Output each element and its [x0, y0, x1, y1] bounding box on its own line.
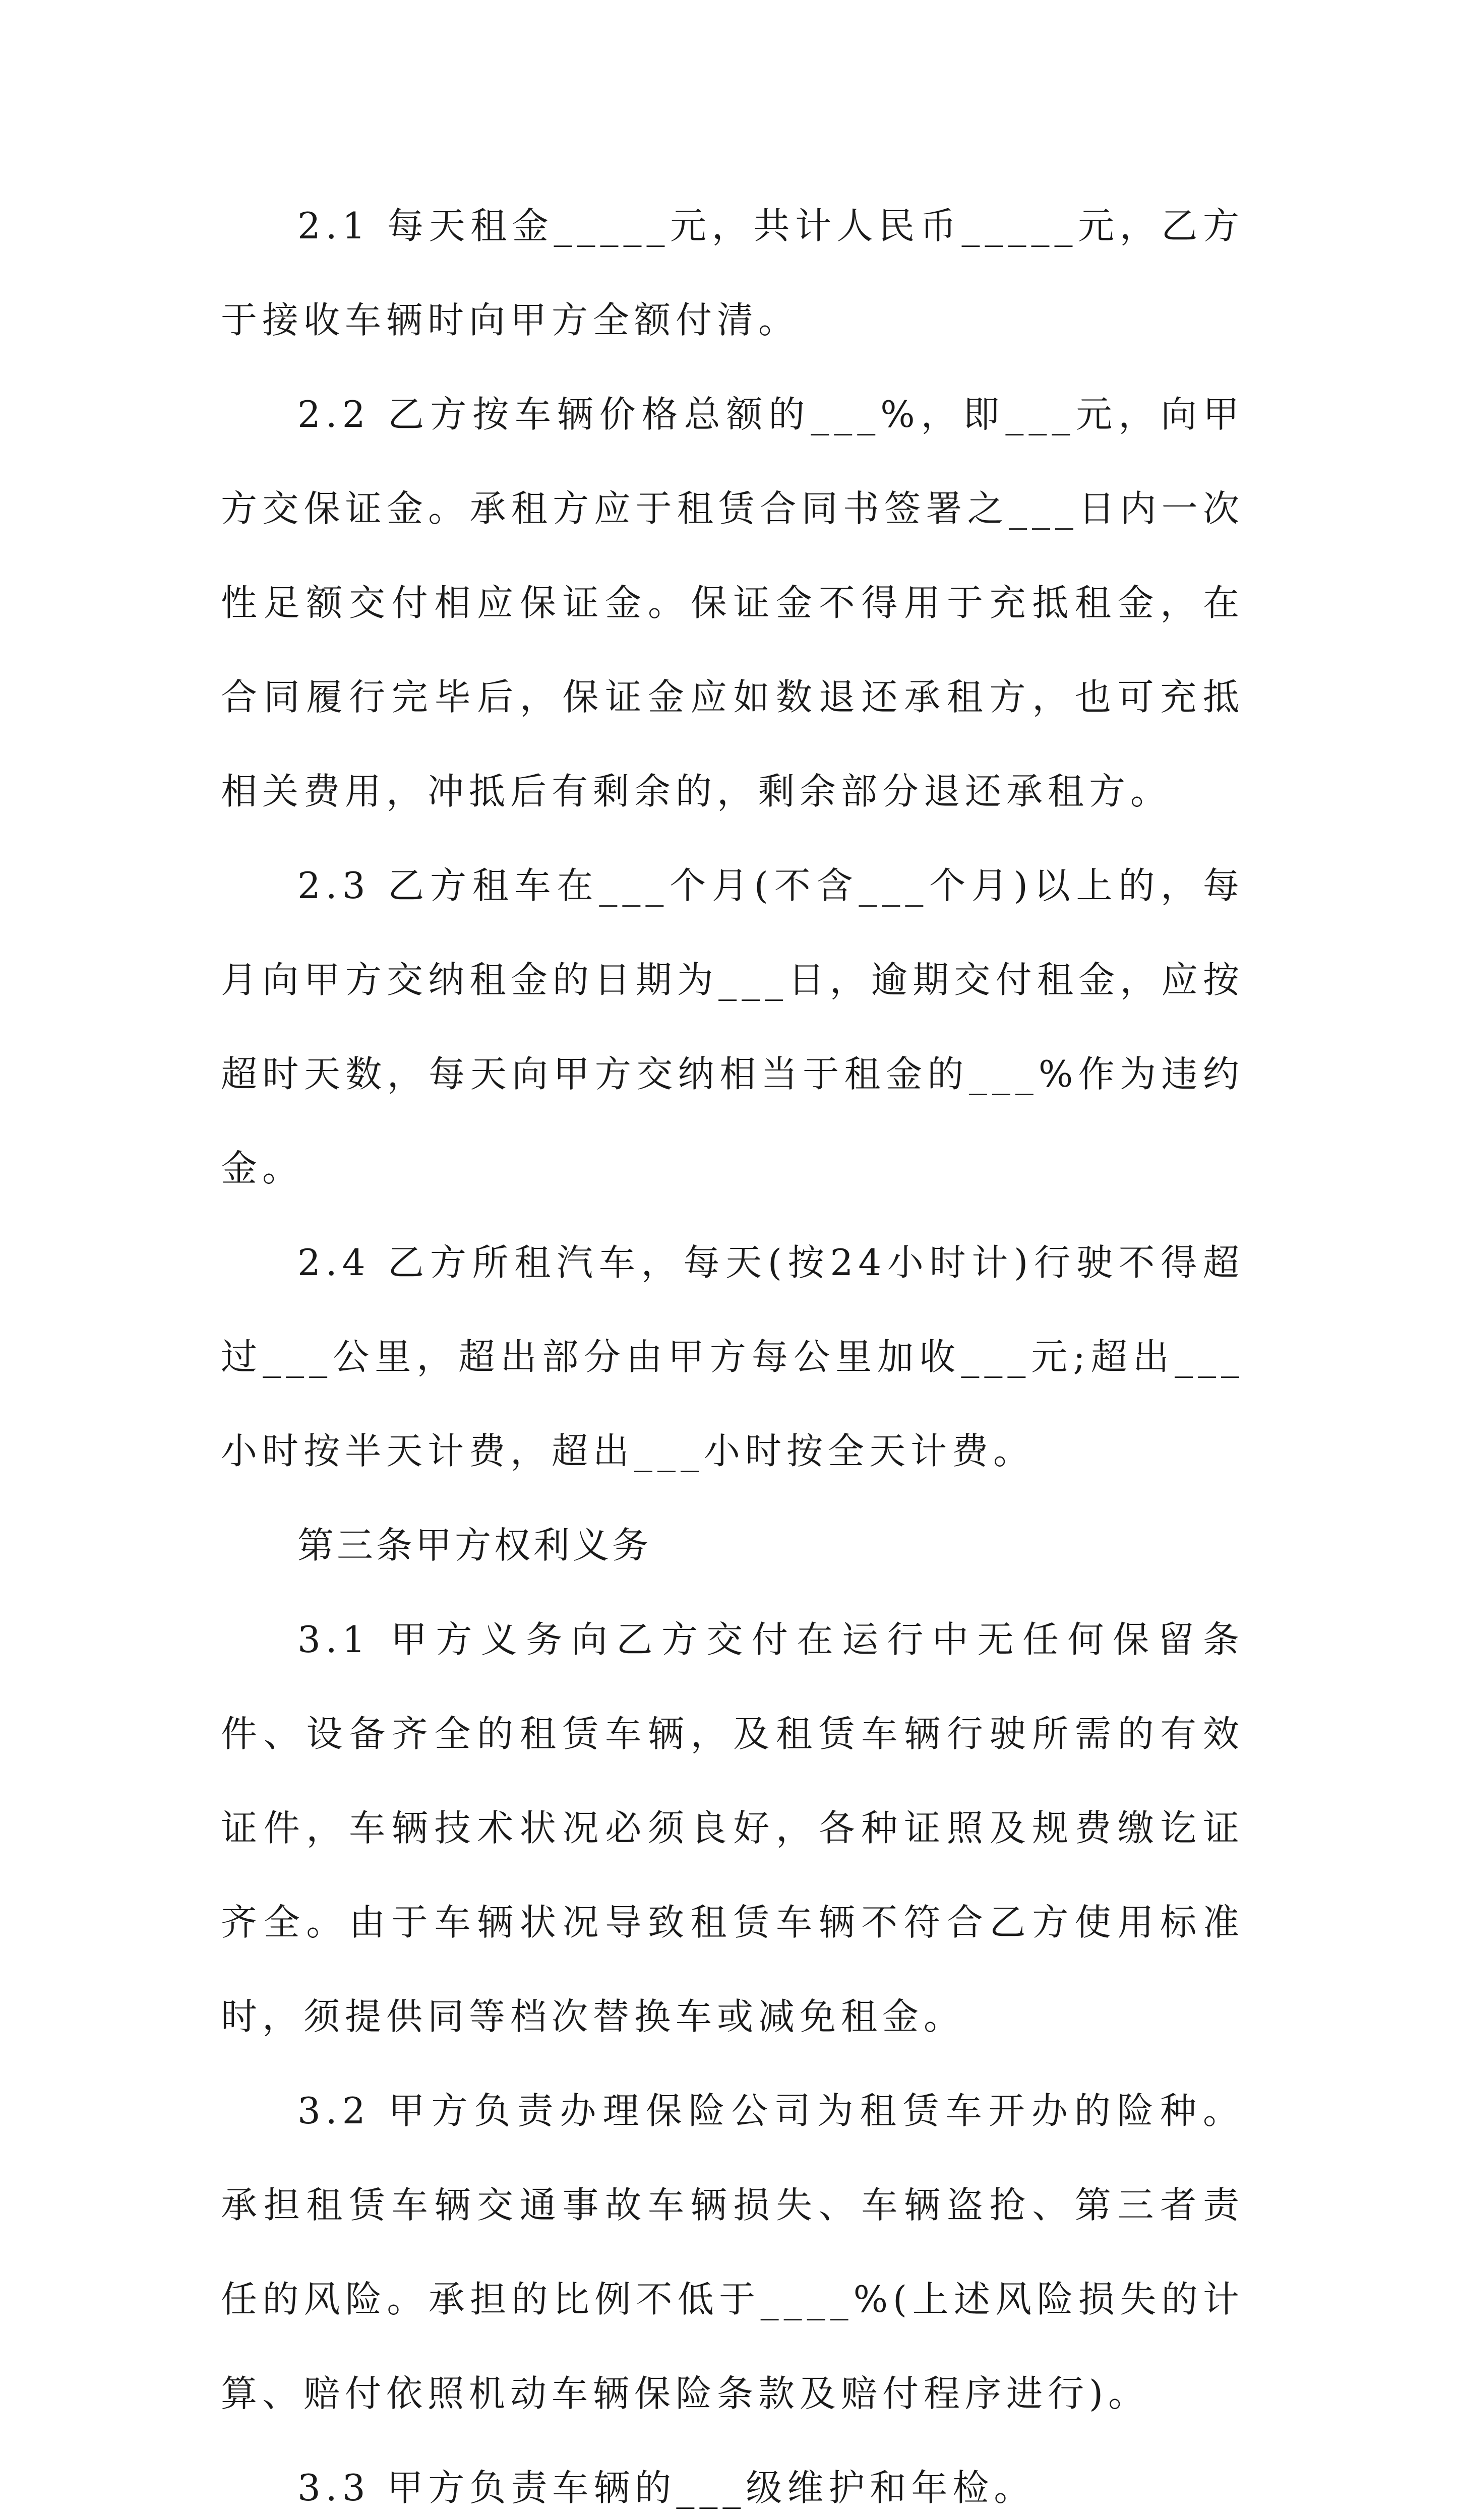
article-3-heading: 第三条甲方权利义务 — [297, 1524, 652, 1566]
clause-3-2: 3.2 甲方负责办理保险公司为租赁车开办的险种。承担租赁车辆交通事故车辆损失、车辆盗抢、第三者责任的风险。承担的比例不低于____%(上述风险损失的计算、赔付依照机动车辆保险条款及赔付程序进行)。 — [221, 2090, 1244, 2415]
clause-2-1: 2.1 每天租金_____元，共计人民币_____元，乙方于接收车辆时向甲方全额付清。 — [221, 205, 1244, 341]
clause-3-3: 3.3 甲方负责车辆的___级维护和年检。 — [297, 2467, 1036, 2509]
clause-2-4: 2.4 乙方所租汽车，每天(按24小时计)行驶不得超过___公里，超出部分由甲方每公里加收___元;超出___小时按半天计费，超出___小时按全天计费。 — [221, 1241, 1244, 1472]
clause-2-2: 2.2 乙方按车辆价格总额的___%，即___元，向甲方交保证金。承租方应于租赁合同书签署之___日内一次性足额交付相应保证金。保证金不得用于充抵租金，在合同履行完毕后，保证金应如数退还承租方，也可充抵相关费用，冲抵后有剩余的，剩余部分退还承租方。 — [221, 393, 1244, 812]
clause-3-1: 3.1 甲方义务向乙方交付在运行中无任何保留条件、设备齐全的租赁车辆，及租赁车辆行驶所需的有效证件，车辆技术状况必须良好，各种证照及规费缴讫证齐全。由于车辆状况导致租赁车辆不符合乙方使用标准时，须提供同等档次替换车或减免租金。 — [221, 1618, 1244, 2038]
clause-2-3: 2.3 乙方租车在___个月(不含___个月)以上的，每月向甲方交纳租金的日期为___日，逾期交付租金，应按超时天数，每天向甲方交纳相当于租金的___%作为违约金。 — [221, 864, 1244, 1189]
document-body — [221, 179, 1244, 2520]
